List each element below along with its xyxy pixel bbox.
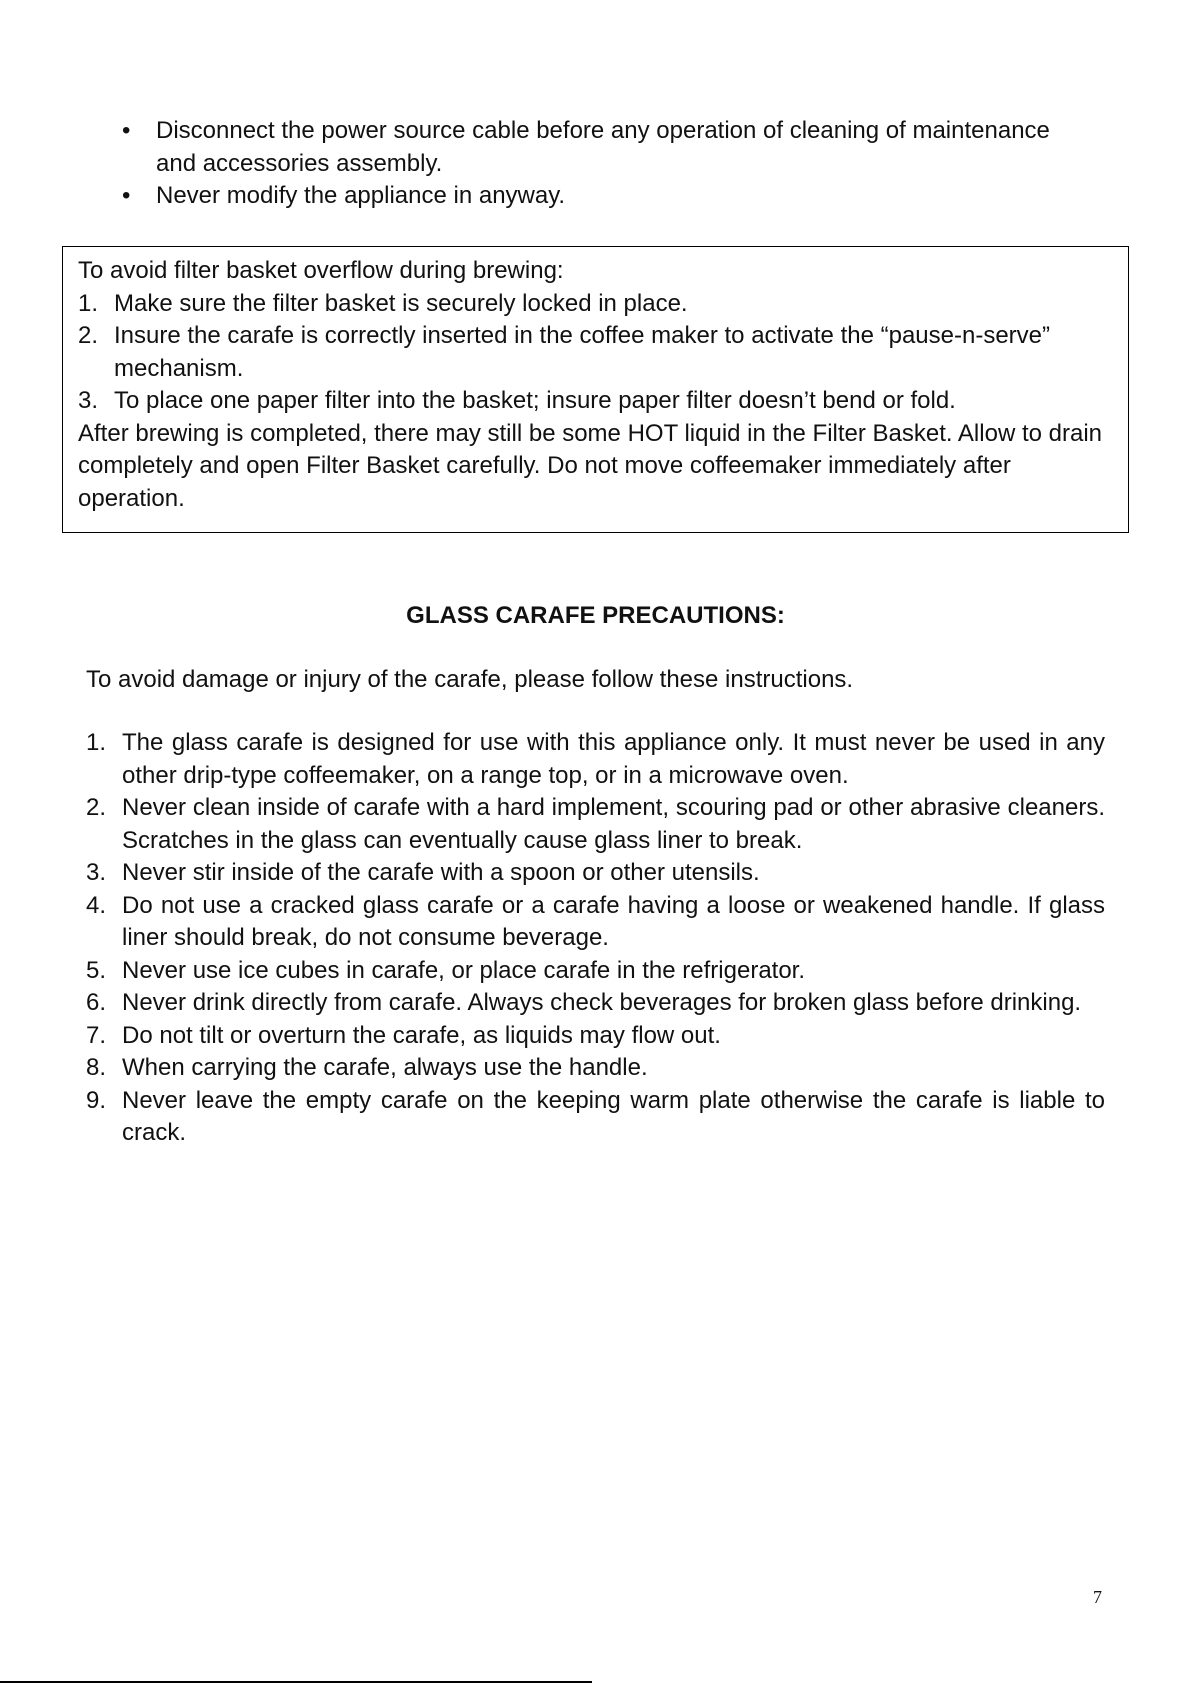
bullet-item: • Disconnect the power source cable before any operation of cleaning of maintenance and accessories assembly. — [108, 115, 1068, 180]
precaution-text: Never stir inside of the carafe with a spoon or other utensils. — [122, 859, 760, 886]
precaution-number: 6. — [86, 989, 107, 1016]
precautions-list — [86, 727, 1105, 1150]
precaution-item — [86, 1085, 1105, 1150]
precaution-item — [86, 857, 1105, 890]
notice-item-text: Insure the carafe is correctly inserted in the coffee maker to activate the “pause-n-serve” mechanism. — [114, 322, 1050, 382]
safety-bullet-list — [108, 115, 1068, 213]
precaution-item — [86, 987, 1105, 1020]
precaution-item — [86, 890, 1105, 955]
precaution-text: Never drink directly from carafe. Always check beverages for broken glass before drinking. — [122, 989, 1082, 1016]
precaution-number: 9. — [86, 1086, 107, 1114]
precaution-text: Never leave the empty carafe on the keeping warm plate otherwise the carafe is liable to crack. — [122, 1086, 1105, 1146]
precaution-number: 8. — [86, 1054, 107, 1081]
notice-item-number: 2. — [78, 322, 99, 349]
notice-item — [78, 320, 1113, 385]
notice-item — [78, 385, 1113, 418]
precaution-number: 2. — [86, 794, 107, 821]
precaution-text: When carrying the carafe, always use the handle. — [122, 1054, 648, 1081]
precaution-text: Never clean inside of carafe with a hard implement, scouring pad or other abrasive cleaners. Scratches in the glass can eventually cause glass liner to break. — [122, 794, 1105, 854]
notice-lead: To avoid filter basket overflow during brewing: — [78, 257, 564, 284]
precaution-number: 4. — [86, 891, 107, 919]
precaution-text: Do not tilt or overturn the carafe, as liquids may flow out. — [122, 1021, 721, 1049]
notice-item — [78, 288, 1113, 321]
notice-item-number: 1. — [78, 289, 99, 317]
filter-overflow-notice-box — [62, 246, 1129, 533]
notice-item-text: To place one paper filter into the basket; insure paper filter doesn’t bend or fold. — [114, 387, 956, 414]
precaution-number: 7. — [86, 1021, 107, 1049]
section-title: GLASS CARAFE PRECAUTIONS: — [406, 602, 785, 629]
precaution-number: 5. — [86, 956, 107, 984]
precaution-number: 1. — [86, 729, 107, 756]
precaution-item — [86, 727, 1105, 792]
precaution-number: 3. — [86, 859, 107, 886]
bullet-item: • Never modify the appliance in anyway. — [108, 180, 1068, 213]
footer-divider — [0, 1681, 592, 1683]
precaution-item — [86, 1020, 1105, 1053]
precaution-item — [86, 792, 1105, 857]
precaution-text: The glass carafe is designed for use with this appliance only. It must never be used in any other drip-type coffeemaker, on a range top, or in a microwave oven. — [122, 729, 1105, 789]
notice-closing: After brewing is completed, there may still be some HOT liquid in the Filter Basket. Allow to drain completely and open Filter Basket carefully. Do not move coffeemaker immediately after operation. — [78, 419, 1102, 512]
precaution-text: Do not use a cracked glass carafe or a carafe having a loose or weakened handle. If glass liner should break, do not consume beverage. — [122, 891, 1105, 951]
precaution-item — [86, 955, 1105, 988]
notice-item-number: 3. — [78, 387, 99, 414]
precaution-item — [86, 1052, 1105, 1085]
page-number: 7 — [1093, 1587, 1102, 1607]
notice-item-text: Make sure the filter basket is securely locked in place. — [114, 289, 688, 317]
section-intro: To avoid damage or injury of the carafe, please follow these instructions. — [86, 666, 854, 693]
precaution-text: Never use ice cubes in carafe, or place carafe in the refrigerator. — [122, 956, 806, 984]
